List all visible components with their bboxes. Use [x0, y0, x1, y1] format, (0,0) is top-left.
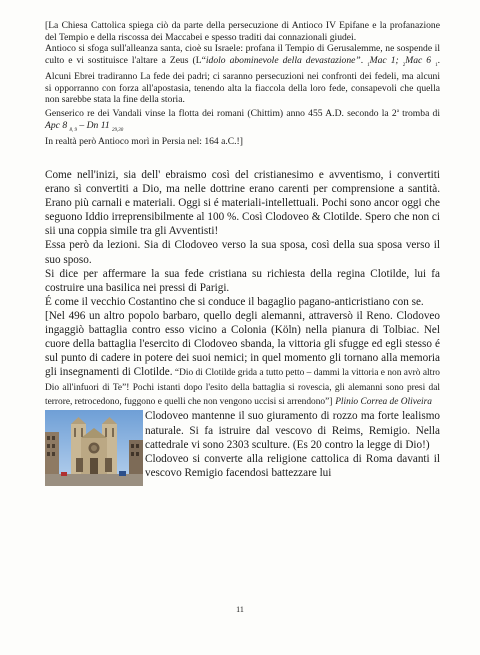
paragraph-tolbiac: [Nel 496 un altro popolo barbaro, quello degli alemanni, attraversò il Reno. Clodoveo ingaggiò battaglia contro esso vicino a Colonia (Köln) nella pianura di Tolbiac. Nel cuore della battaglia l'esercito di Clodoveo sbanda, la vittoria gli sfugge ed egli stesso é sul punto di cadere in potere dei suoi nemici; in quel momento gli tornano alla memoria gli insegnamenti di Clotilde. “Dio di Clotilde grida a tutto petto – dammi la vittoria e non avrò altro Dio all'infuori di Te”! Pochi istanti dopo l'esito della battaglia si rovescia, gli alemanni sono presi dal terrore, retrocedono, fuggono e quelli che non vengono uccisi si arrendono”] Plinio Correa de Oliveira	[45, 309, 440, 408]
ref-apocalypse: Apc 8	[45, 119, 68, 131]
paragraph-basilica: Si dice per affermare la sua fede cristiana su richiesta della regina Clotilde, lui fa costruire una basilica nei pressi di Parigi.	[45, 267, 440, 294]
paragraph-lessons: Essa però da lezioni. Sia di Clodoveo verso la sua sposa, così della sua sposa verso il suo sposo.	[45, 239, 440, 266]
figure-row	[45, 409, 440, 486]
main-text	[45, 168, 440, 487]
paragraph-conversion: Clodoveo si converte alla religione cattolica di Roma davanti il vescovo Remigio facendosi battezzare lui	[145, 452, 440, 479]
paragraph-constantine: É come il vecchio Costantino che si conduce il bagaglio pagano-anticristiano con se.	[45, 295, 424, 308]
bracketed-note-block	[45, 20, 440, 148]
note-paragraph-antiochus: Antioco si sfoga sull'alleanza santa, cioè su Israele: profana il Tempio di Gerusalemme, ne sospende il culto e vi sostituisce l'altare a Zeus (L“idolo abominevole della devastazione”. $_1$Mac 1; $_2$Mac 6 $_1$. Alcuni Ebrei tradiranno La fede dei padri; ci saranno persecuzioni nei confronti dei fedeli, ma alcuni si opporranno con forza all'apostasia, tenendo alta la fiaccola della loro fede, consapevoli che quella non sarebbe stata la fine della storia.	[45, 43, 440, 106]
ref-2-maccabees: Mac 6	[405, 54, 432, 66]
ref-daniel: – Dn 11	[77, 119, 110, 131]
paragraph-oath: Clodoveo mantenne il suo giuramento di rozzo ma forte lealismo naturale. Si fa istruire dal vescovo di Reims, Remigio. Nella cattedrale vi sono 2303 sculture. (Es 20 contro la legge di Dio!)	[145, 410, 440, 451]
paragraph-converts: Come nell'inizi, sia dell' ebraismo così del cristianesimo e avventismo, i convertiti erano sì convertiti a Dio, ma nelle dottrine erano carenti per comprensione a santità. Erano più carnali e materiali. Oggi si é materiali-intellettuali. Pochi sono ancor oggi che seguono Iddio irreprensibilmente al 100 %. Così Clodoveo & Clotilde. Spero che non ci sii una coppia simile tra gli Avventisti!	[45, 168, 440, 238]
note-paragraph-antiochus-death: In realtà però Antioco morì in Persia nel: 164 a.C.!]	[45, 136, 243, 148]
reims-cathedral-photo	[45, 410, 143, 486]
quote-clotilde: “Dio di Clotilde grida a tutto petto – dammi la vittoria e non avrò altro Dio all'infuori di Te”! Pochi istanti dopo l'esito della battaglia si rovescia, gli alemanni sono presi dal terrore, retrocedono, fuggono e quelli che non vengono uccisi si arrendono”]	[45, 368, 440, 408]
quote-author: Plinio Correa de Oliveira	[335, 397, 432, 408]
figure-side-text	[145, 409, 440, 479]
note-paragraph-church: [La Chiesa Cattolica spiega ciò da parte della persecuzione di Antioco IV Epifane e la profanazione del Tempio e della riscossa dei Maccabei e spesso traditi dai connazionali giudei.	[45, 20, 440, 43]
page-number: 11	[236, 605, 244, 614]
ref-1-maccabees: Mac 1;	[369, 54, 399, 66]
note-paragraph-genseric: Genserico re dei Vandali vinse la flotta dei romani (Chittim) anno 455 A.D. secondo la 2$^a$ tromba di Apc 8 $_{8, 9}$ – Dn 11 $_{29,30}$	[45, 108, 440, 133]
quote-abomination: idolo abominevole della devastazione”	[205, 54, 361, 66]
